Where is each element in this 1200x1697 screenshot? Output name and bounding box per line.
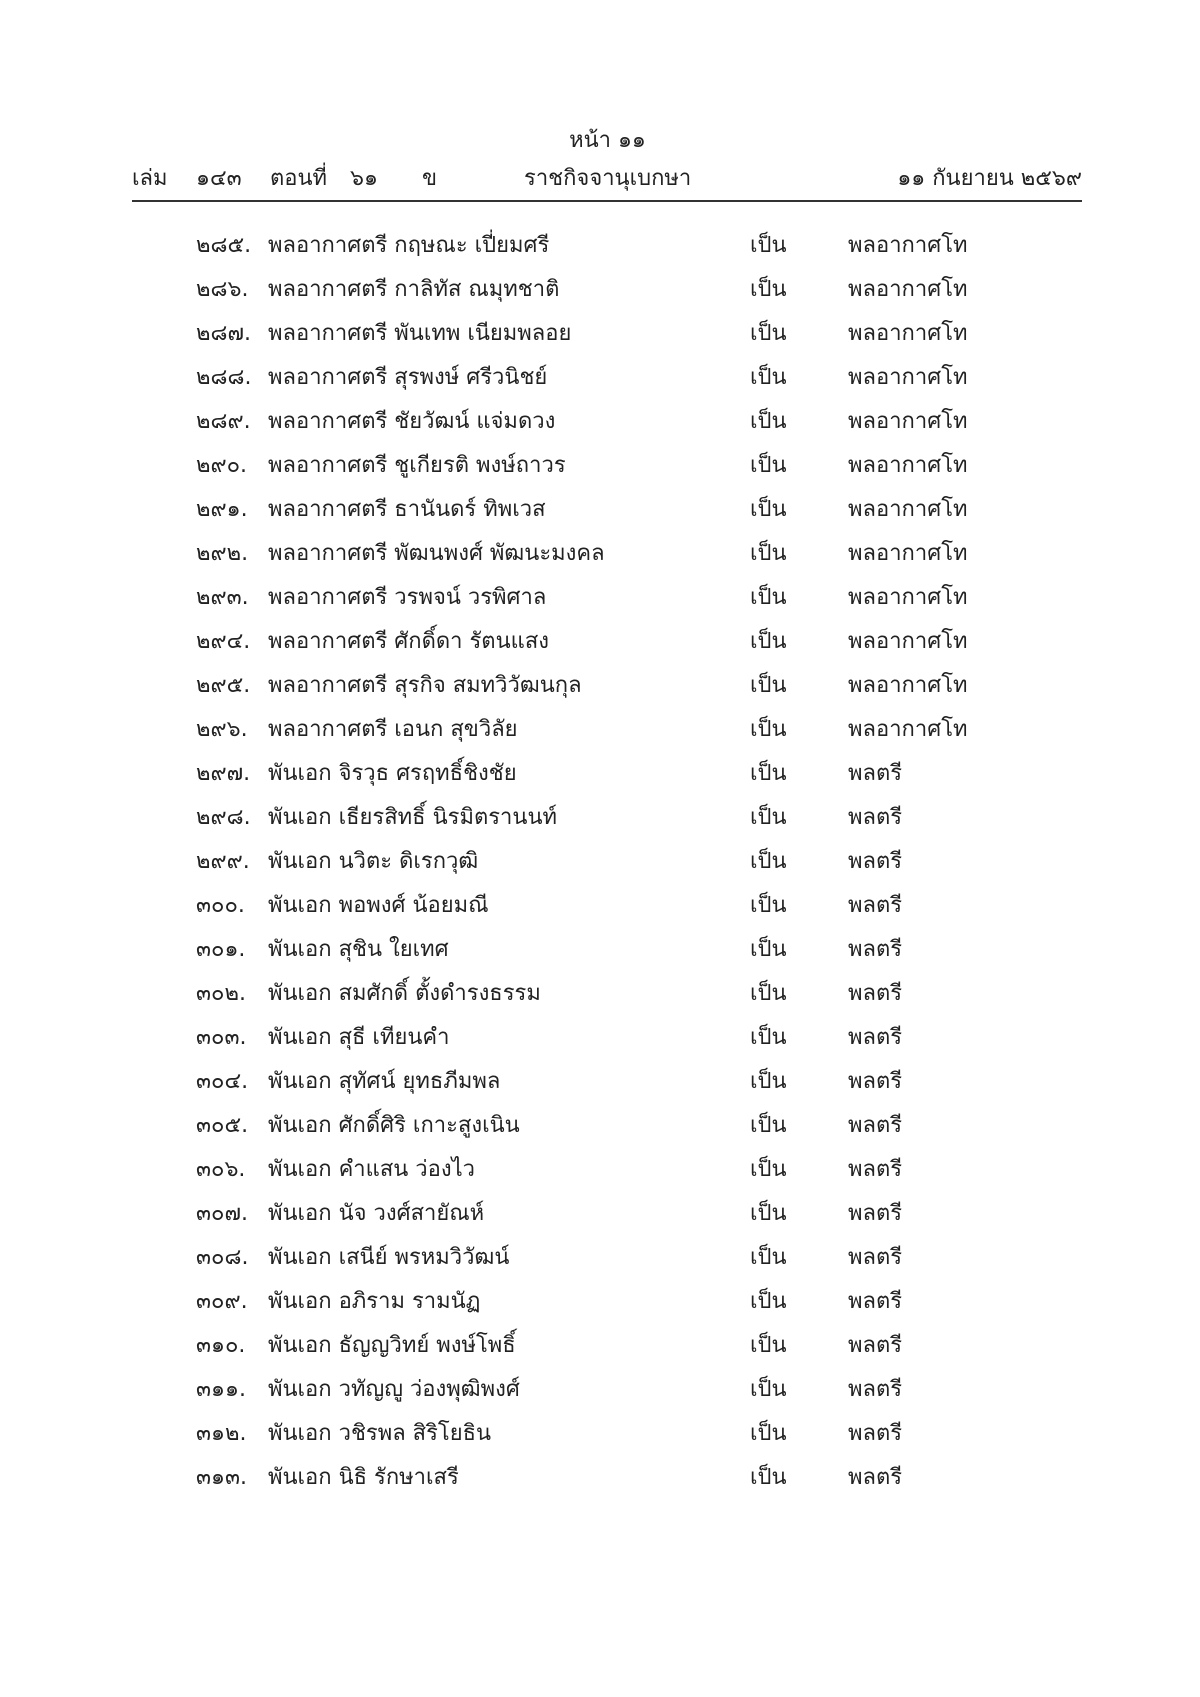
entry-number: ๒๙๖.	[196, 717, 248, 742]
entry-as-word: เป็น	[750, 541, 787, 566]
list-item	[0, 448, 1200, 492]
list-item	[0, 492, 1200, 536]
list-item	[0, 668, 1200, 712]
entry-as-word: เป็น	[750, 277, 787, 302]
entry-new-rank: พลอากาศโท	[848, 673, 968, 698]
entry-number: ๒๘๘.	[196, 365, 252, 390]
entry-number: ๒๘๙.	[196, 409, 251, 434]
list-item	[0, 888, 1200, 932]
entry-as-word: เป็น	[750, 1157, 787, 1182]
entry-as-word: เป็น	[750, 585, 787, 610]
entry-new-rank: พลอากาศโท	[848, 409, 968, 434]
entry-as-word: เป็น	[750, 321, 787, 346]
issue-number: ๖๑	[350, 166, 378, 191]
entry-new-rank: พลตรี	[848, 1421, 903, 1446]
list-item	[0, 932, 1200, 976]
entry-as-word: เป็น	[750, 1289, 787, 1314]
entry-as-word: เป็น	[750, 1113, 787, 1138]
entry-as-word: เป็น	[750, 1333, 787, 1358]
entry-new-rank: พลตรี	[848, 1289, 903, 1314]
entry-name: พลอากาศตรี สุรพงษ์ ศรีวนิชย์	[268, 365, 548, 390]
entry-number: ๒๙๙.	[196, 849, 250, 874]
list-item	[0, 360, 1200, 404]
entry-name: พันเอก วทัญญู ว่องพุฒิพงศ์	[268, 1377, 520, 1402]
entry-as-word: เป็น	[750, 1421, 787, 1446]
entry-new-rank: พลตรี	[848, 1201, 903, 1226]
entry-new-rank: พลตรี	[848, 1157, 903, 1182]
entry-new-rank: พลอากาศโท	[848, 585, 968, 610]
list-item	[0, 228, 1200, 272]
list-item	[0, 272, 1200, 316]
entry-new-rank: พลตรี	[848, 893, 903, 918]
entry-name: พันเอก นิธิ รักษาเสรี	[268, 1465, 459, 1490]
entry-as-word: เป็น	[750, 1069, 787, 1094]
entry-new-rank: พลตรี	[848, 981, 903, 1006]
entry-new-rank: พลอากาศโท	[848, 277, 968, 302]
entry-number: ๒๙๔.	[196, 629, 251, 654]
entry-name: พันเอก วชิรพล สิริโยธิน	[268, 1421, 492, 1446]
list-item	[0, 1328, 1200, 1372]
entry-new-rank: พลอากาศโท	[848, 629, 968, 654]
publication-name: ราชกิจจานุเบกษา	[524, 166, 692, 191]
entry-new-rank: พลตรี	[848, 1113, 903, 1138]
list-item	[0, 624, 1200, 668]
entry-new-rank: พลตรี	[848, 1377, 903, 1402]
entry-as-word: เป็น	[750, 805, 787, 830]
entry-number: ๒๙๒.	[196, 541, 249, 566]
entry-name: พันเอก อภิราม รามนัฏ	[268, 1289, 481, 1314]
entry-name: พลอากาศตรี พัฒนพงศ์ พัฒนะมงคล	[268, 541, 605, 566]
entry-new-rank: พลตรี	[848, 1025, 903, 1050]
entry-new-rank: พลอากาศโท	[848, 233, 968, 258]
list-item	[0, 712, 1200, 756]
list-item	[0, 1284, 1200, 1328]
entry-new-rank: พลตรี	[848, 1245, 903, 1270]
entry-name: พันเอก สุทัศน์ ยุทธภีมพล	[268, 1069, 501, 1094]
entry-number: ๒๘๕.	[196, 233, 252, 258]
list-item	[0, 580, 1200, 624]
entry-as-word: เป็น	[750, 981, 787, 1006]
entry-number: ๓๐๓.	[196, 1025, 247, 1050]
entry-as-word: เป็น	[750, 1025, 787, 1050]
entry-as-word: เป็น	[750, 673, 787, 698]
entry-number: ๓๐๙.	[196, 1289, 248, 1314]
list-item	[0, 316, 1200, 360]
entry-name: พันเอก นัจ วงศ์สายัณห์	[268, 1201, 485, 1226]
entry-as-word: เป็น	[750, 409, 787, 434]
entry-name: พลอากาศตรี พันเทพ เนียมพลอย	[268, 321, 572, 346]
header-divider	[132, 200, 1082, 202]
entry-name: พันเอก นวิตะ ดิเรกวุฒิ	[268, 849, 479, 874]
entry-name: พลอากาศตรี กฤษณะ เปี่ยมศรี	[268, 233, 550, 258]
appointment-list	[0, 228, 1200, 1504]
volume-label: เล่ม	[132, 166, 168, 191]
list-item	[0, 1460, 1200, 1504]
entry-new-rank: พลตรี	[848, 1069, 903, 1094]
list-item	[0, 1152, 1200, 1196]
entry-new-rank: พลตรี	[848, 1465, 903, 1490]
list-item	[0, 1196, 1200, 1240]
list-item	[0, 1416, 1200, 1460]
page-number: หน้า ๑๑	[569, 128, 646, 153]
entry-number: ๒๘๗.	[196, 321, 252, 346]
entry-as-word: เป็น	[750, 1201, 787, 1226]
entry-as-word: เป็น	[750, 937, 787, 962]
entry-number: ๒๘๖.	[196, 277, 249, 302]
entry-name: พลอากาศตรี ธานันดร์ ทิพเวส	[268, 497, 546, 522]
entry-new-rank: พลอากาศโท	[848, 365, 968, 390]
entry-name: พันเอก เธียรสิทธิ์ นิรมิตรานนท์	[268, 805, 557, 830]
entry-as-word: เป็น	[750, 365, 787, 390]
entry-name: พลอากาศตรี ชัยวัฒน์ แจ่มดวง	[268, 409, 556, 434]
entry-as-word: เป็น	[750, 233, 787, 258]
list-item	[0, 536, 1200, 580]
entry-name: พลอากาศตรี ศักดิ์ดา รัตนแสง	[268, 629, 549, 654]
entry-number: ๓๐๒.	[196, 981, 246, 1006]
entry-as-word: เป็น	[750, 893, 787, 918]
entry-number: ๓๐๔.	[196, 1069, 249, 1094]
entry-as-word: เป็น	[750, 629, 787, 654]
entry-as-word: เป็น	[750, 717, 787, 742]
section-letter: ข	[422, 166, 438, 191]
entry-new-rank: พลอากาศโท	[848, 453, 968, 478]
list-item	[0, 404, 1200, 448]
entry-number: ๒๙๑.	[196, 497, 248, 522]
entry-name: พันเอก สุธี เทียนคำ	[268, 1025, 450, 1050]
issue-label: ตอนที่	[270, 166, 328, 191]
entry-as-word: เป็น	[750, 497, 787, 522]
entry-number: ๓๑๓.	[196, 1465, 248, 1490]
gazette-header	[132, 162, 1082, 196]
entry-name: พันเอก คำแสน ว่องไว	[268, 1157, 476, 1182]
entry-name: พันเอก เสนีย์ พรหมวิวัฒน์	[268, 1245, 510, 1270]
entry-number: ๓๑๑.	[196, 1377, 246, 1402]
entry-as-word: เป็น	[750, 1245, 787, 1270]
entry-new-rank: พลตรี	[848, 805, 903, 830]
entry-new-rank: พลตรี	[848, 1333, 903, 1358]
entry-new-rank: พลอากาศโท	[848, 541, 968, 566]
entry-as-word: เป็น	[750, 453, 787, 478]
entry-number: ๒๙๘.	[196, 805, 251, 830]
entry-name: พันเอก สมศักดิ์ ตั้งดำรงธรรม	[268, 981, 541, 1006]
entry-number: ๓๑๐.	[196, 1333, 246, 1358]
entry-new-rank: พลตรี	[848, 937, 903, 962]
entry-number: ๒๙๗.	[196, 761, 251, 786]
entry-name: พันเอก สุชิน ใยเทศ	[268, 937, 449, 962]
volume-number: ๑๔๓	[196, 166, 242, 191]
entry-number: ๒๙๓.	[196, 585, 249, 610]
entry-new-rank: พลตรี	[848, 761, 903, 786]
entry-number: ๓๐๖.	[196, 1157, 246, 1182]
entry-name: พันเอก จิรวุธ ศรฤทธิ์ชิงชัย	[268, 761, 517, 786]
list-item	[0, 1372, 1200, 1416]
list-item	[0, 1240, 1200, 1284]
entry-as-word: เป็น	[750, 761, 787, 786]
entry-name: พลอากาศตรี กาลิทัส ณมุทชาติ	[268, 277, 560, 302]
entry-name: พันเอก พอพงศ์ น้อยมณี	[268, 893, 489, 918]
list-item	[0, 1064, 1200, 1108]
entry-number: ๒๙๕.	[196, 673, 251, 698]
list-item	[0, 976, 1200, 1020]
entry-number: ๓๐๐.	[196, 893, 245, 918]
entry-number: ๓๐๑.	[196, 937, 246, 962]
entry-name: พลอากาศตรี ชูเกียรติ พงษ์ถาวร	[268, 453, 566, 478]
entry-name: พันเอก ธัญญวิทย์ พงษ์โพธิ์	[268, 1333, 516, 1358]
entry-new-rank: พลอากาศโท	[848, 717, 968, 742]
entry-number: ๒๙๐.	[196, 453, 248, 478]
entry-as-word: เป็น	[750, 849, 787, 874]
entry-number: ๓๐๕.	[196, 1113, 249, 1138]
entry-name: พลอากาศตรี สุรกิจ สมทวิวัฒนกุล	[268, 673, 582, 698]
entry-name: พันเอก ศักดิ์ศิริ เกาะสูงเนิน	[268, 1113, 520, 1138]
entry-new-rank: พลตรี	[848, 849, 903, 874]
entry-number: ๓๐๗.	[196, 1201, 249, 1226]
list-item	[0, 756, 1200, 800]
entry-number: ๓๑๒.	[196, 1421, 247, 1446]
entry-name: พลอากาศตรี เอนก สุขวิลัย	[268, 717, 518, 742]
list-item	[0, 1108, 1200, 1152]
entry-number: ๓๐๘.	[196, 1245, 249, 1270]
list-item	[0, 1020, 1200, 1064]
publication-date: ๑๑ กันยายน ๒๕๖๙	[897, 166, 1082, 191]
list-item	[0, 844, 1200, 888]
list-item	[0, 800, 1200, 844]
entry-as-word: เป็น	[750, 1377, 787, 1402]
entry-new-rank: พลอากาศโท	[848, 497, 968, 522]
entry-name: พลอากาศตรี วรพจน์ วรพิศาล	[268, 585, 547, 610]
entry-as-word: เป็น	[750, 1465, 787, 1490]
entry-new-rank: พลอากาศโท	[848, 321, 968, 346]
